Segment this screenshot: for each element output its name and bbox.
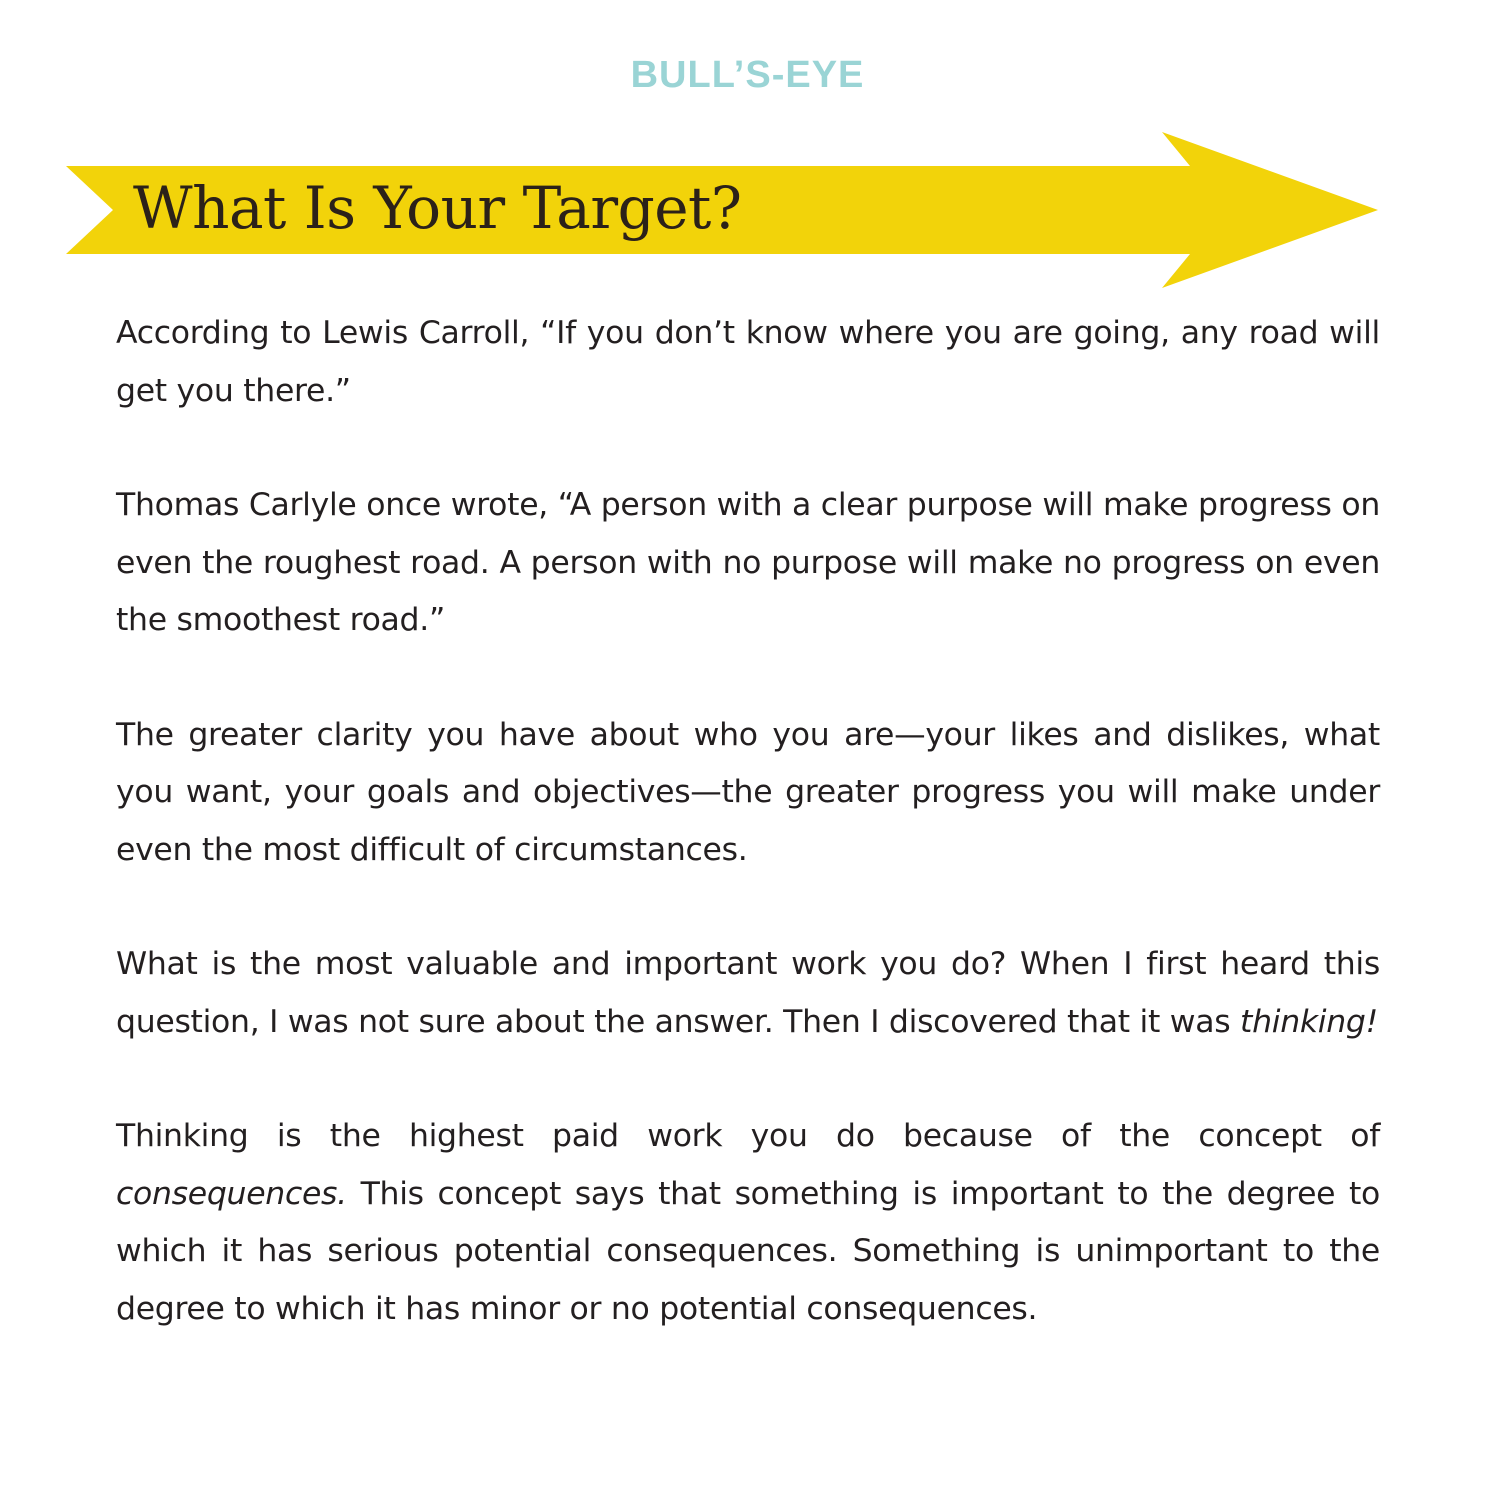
body-text xyxy=(116,305,1380,1395)
paragraph-4 xyxy=(116,936,1380,1051)
paragraph-5 xyxy=(116,1108,1380,1338)
section-label: BULL’S-EYE xyxy=(630,54,865,96)
paragraph-5-emphasis: consequences. xyxy=(116,1175,347,1212)
paragraph-4-text: What is the most valuable and important work you do? When I first heard this question, I was not sure about the answer. Then I discovered that it was xyxy=(116,946,1380,1040)
paragraph-1: According to Lewis Carroll, “If you don’t know where you are going, any road will get you there.” xyxy=(116,315,1380,409)
paragraph-4-emphasis: thinking! xyxy=(1240,1003,1378,1040)
title-banner xyxy=(0,0,1495,300)
paragraph-5-text: This concept says that something is important to the degree to which it has serious potential consequences. Something is unimportant to the degree to which it has minor or no potential consequences. xyxy=(116,1175,1380,1327)
page-title: What Is Your Target? xyxy=(133,174,742,242)
paragraph-5-lead: Thinking is the highest paid work you do because of the concept of xyxy=(116,1118,1380,1154)
arrow-banner-shape xyxy=(0,0,1495,300)
paragraph-2: Thomas Carlyle once wrote, “A person with a clear purpose will make progress on even the roughest road. A person with no purpose will make no progress on even the smoothest road.” xyxy=(116,487,1380,638)
paragraph-3: The greater clarity you have about who you are—your likes and dislikes, what you want, your goals and objectives—the greater progress you will make under even the most difficult of circumstances. xyxy=(116,716,1380,868)
